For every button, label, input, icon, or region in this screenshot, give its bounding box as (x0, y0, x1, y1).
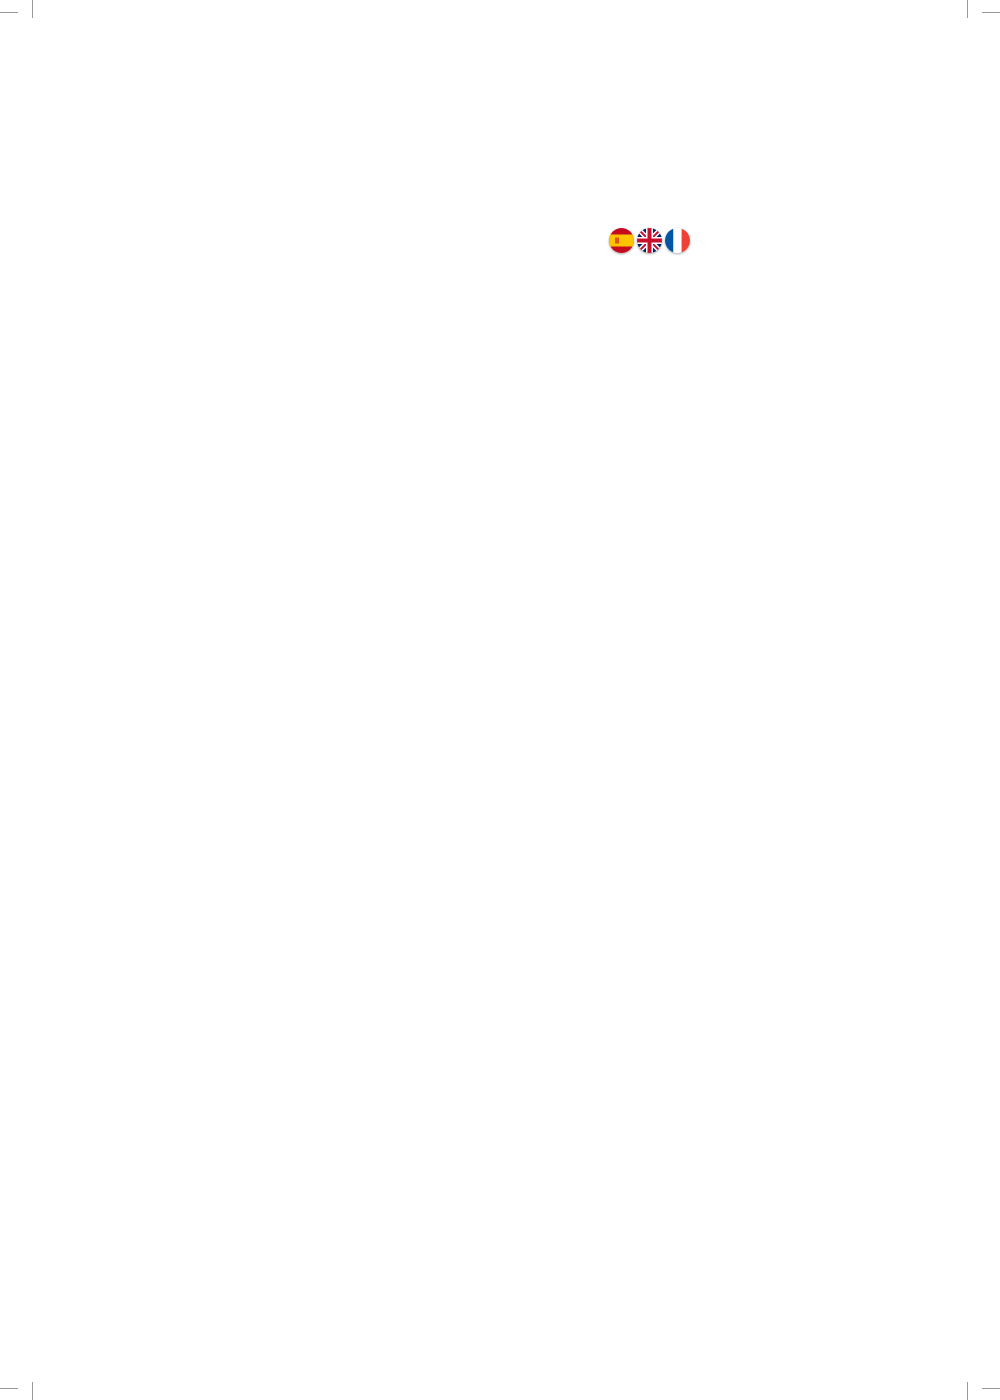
crop-mark (0, 1388, 18, 1389)
uk-flag-icon (637, 228, 662, 253)
gold-leaf-decoration-top (32, 12, 968, 202)
spain-flag-icon (609, 228, 634, 253)
gold-leaf-decoration-bottom (32, 1290, 968, 1388)
crop-mark (982, 1388, 1000, 1389)
france-flag-icon (665, 228, 690, 253)
crop-mark (0, 12, 18, 13)
crop-mark (982, 12, 1000, 13)
language-flags (609, 228, 690, 253)
